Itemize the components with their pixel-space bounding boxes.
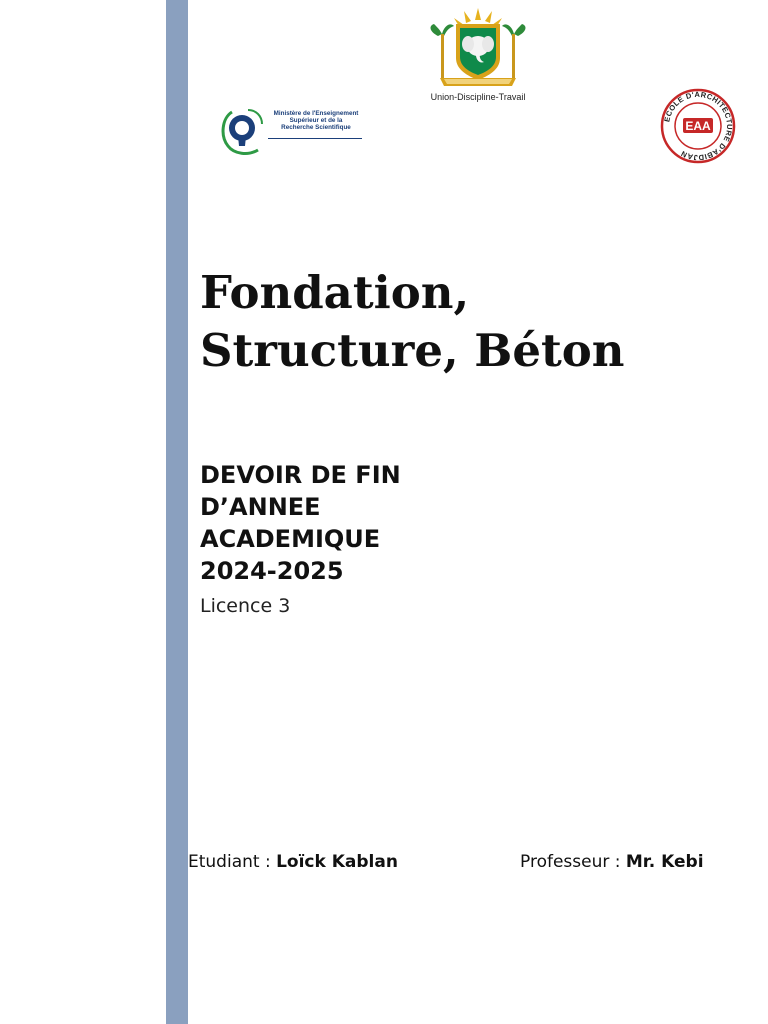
ministry-line-3: Recherche Scientifique: [281, 124, 351, 131]
academic-level: Licence 3: [200, 595, 291, 617]
school-seal-abbrev: EAA: [685, 119, 711, 133]
ministry-emblem-icon: [218, 102, 268, 158]
subtitle-line-2: D’ANNEE: [200, 493, 321, 521]
subtitle-line-3: ACADEMIQUE: [200, 525, 381, 553]
student-name: Loïck Kablan: [276, 852, 398, 872]
professor-name: Mr. Kebi: [625, 852, 704, 872]
school-seal-text: ECOLE D'ARCHITECTURE D'ABIDJAN: [662, 89, 735, 163]
student-label: Etudiant :: [188, 852, 277, 872]
student-line: [188, 852, 398, 872]
ministry-name: [268, 110, 364, 131]
subtitle-line-4: 2024-2025: [200, 557, 344, 585]
title-line-2: Structure, Béton: [200, 324, 625, 377]
ministry-logo: [218, 102, 368, 158]
ministry-line-1: Ministère de l'Enseignement: [273, 110, 359, 117]
title-line-1: Fondation,: [200, 266, 470, 319]
side-color-bar: [166, 0, 188, 1024]
coat-of-arms-icon: [428, 6, 528, 90]
professor-line: [520, 852, 704, 872]
national-motto: Union-Discipline-Travail: [430, 92, 526, 102]
school-seal-icon: [660, 88, 736, 164]
document-subtitle: [200, 459, 500, 587]
document-title: [200, 264, 720, 380]
ministry-underline: [268, 138, 362, 139]
subtitle-line-1: DEVOIR DE FIN: [200, 461, 401, 489]
ministry-line-2: Supérieur et de la: [289, 117, 343, 124]
professor-label: Professeur :: [520, 852, 626, 872]
